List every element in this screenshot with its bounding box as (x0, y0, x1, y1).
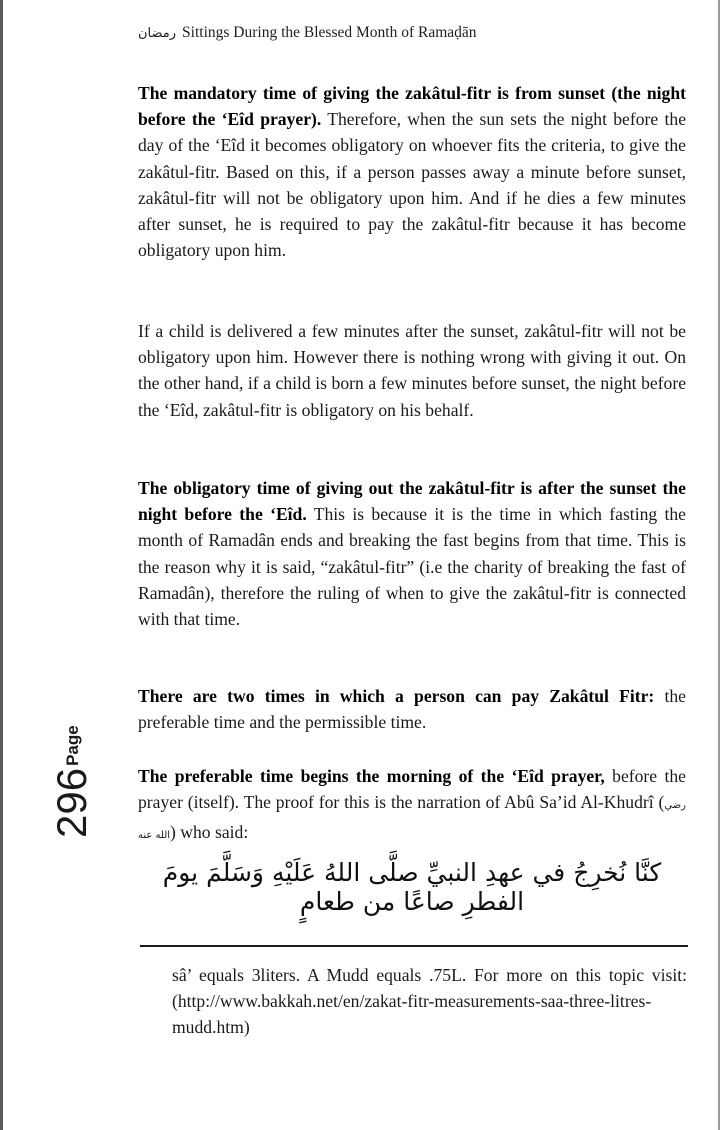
paragraph-body: the preferable time and the permissible time. (138, 686, 686, 733)
paragraph-lead: The preferable time begins the morning of the ‘Eîd prayer, (138, 766, 605, 786)
honorific-glyph: رضي الله عنه (138, 800, 686, 842)
paragraph-child-birth (138, 318, 686, 423)
paragraph-body: Therefore, when the sun sets the night before the day of the ‘Eîd it becomes obligatory on whoever fits the criteria, to give the zakâtul-fitr. Based on this, if a person passes away a minute before sunset, zakâtul-fitr will not be obligatory upon him. And if he dies a few minutes after sunset, he is required to pay the zakâtul-fitr because it has become obligatory upon him. (138, 109, 686, 261)
paragraph-obligatory-time (138, 475, 686, 632)
left-border (0, 0, 3, 1130)
paragraph-preferable-time (138, 763, 686, 850)
header-title: Sittings During the Blessed Month of Ramaḍān (182, 24, 477, 41)
paragraph-body: If a child is delivered a few minutes after the sunset, zakâtul-fitr will not be obligatory upon him. However there is nothing wrong with giving it out. On the other hand, if a child is born a few minutes before sunset, the night before the ‘Eîd, zakâtul-fitr is obligatory on his behalf. (138, 321, 686, 420)
paragraph-body-end: ) who said: (170, 822, 249, 843)
arabic-quote: كنَّا نُخرِجُ في عهدِ النبيِّ صلَّى اللهُ عَلَيْهِ وَسَلَّمَ يومَ الفطرِ صاعًا من طعامٍ (162, 858, 662, 916)
footnote: sâ’ equals 3liters. A Mudd equals .75L. For more on this topic visit: (http://www.bakkah.net/en/zakat-fitr-measurements-saa-three-litres-mudd.htm) (172, 965, 687, 1038)
paragraph-body: This is because it is the time in which fasting the month of Ramadân ends and breaking the fast begins from that time. This is the reason why it is said, “zakâtul-fitr” (i.e the charity of breaking the fast of Ramadân), therefore the ruling of when to give the zakâtul-fitr is connected with that time. (138, 504, 686, 630)
running-header (138, 24, 477, 42)
ramadan-logo: رمضان (138, 26, 177, 41)
page-number-value: 296 (48, 767, 95, 838)
paragraph-mandatory-time (138, 80, 686, 263)
paragraph-lead: The obligatory time of giving out the zakâtul-fitr is after the sunset the night before the ‘Eîd. (138, 478, 686, 525)
footnote-divider (140, 945, 688, 947)
page-number-label: Page (63, 725, 82, 766)
paragraph-lead: The mandatory time of giving the zakâtul-fitr is from sunset (the night before the ‘Eîd prayer). (138, 83, 686, 130)
paragraph-two-times (138, 683, 686, 735)
page-number (48, 725, 96, 838)
paragraph-body: before the prayer (itself). The proof for this is the narration of Abû Sa’id Al-Khudrî ( (138, 766, 686, 813)
paragraph-lead: There are two times in which a person can pay Zakâtul Fitr: (138, 686, 655, 706)
